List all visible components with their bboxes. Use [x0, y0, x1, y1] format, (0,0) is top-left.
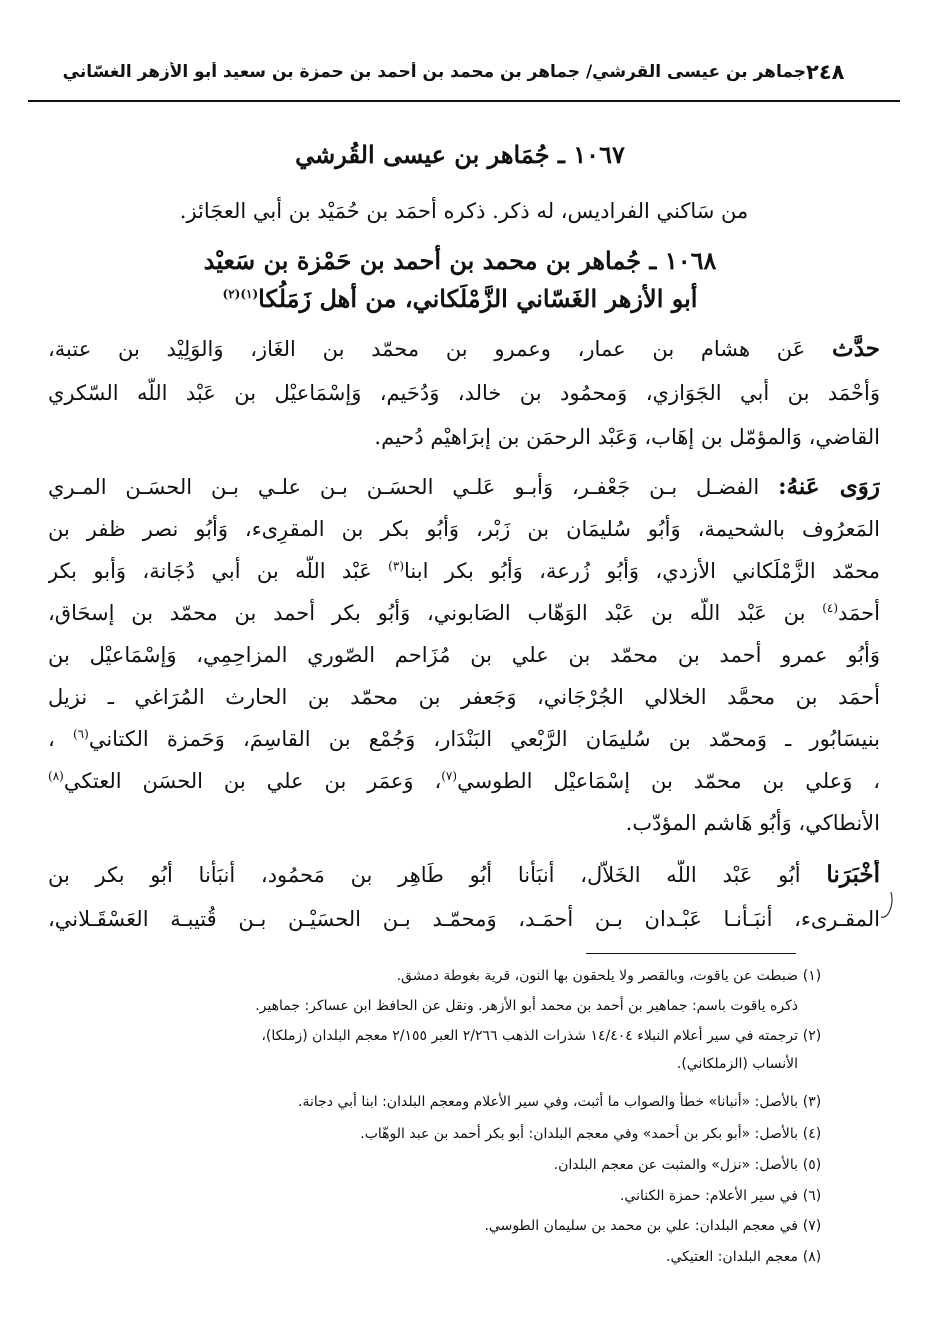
entry-title-1068-line2	[60, 284, 860, 313]
entry-title-1068-line1: ١٠٦٨ ـ جُماهر بن محمد بن أحمد بن حَمْزة بن سَعيْد	[203, 246, 717, 275]
akhbarana-line-1	[48, 860, 880, 890]
rawa-line-5: وَأبُو عمرو أحمد بن محمّد بن علي بن مُزَاحم الصّوري المزاحِمِي، وَإسْمَاعيْل بن	[48, 643, 880, 667]
rawa-line-4-part-b: بن عَبْد اللّه بن عَبْد الوَهّاب الصَابوني، وَأبُو بكر أحمد بن محمّد بن إسحَاق،	[48, 601, 806, 625]
note-ref-7: (٧)	[441, 769, 458, 783]
haddath-lead: حدَّث	[832, 335, 880, 362]
entry-1067-text: من سَاكني الفراديس، له ذكر. ذكره أحمَد بن حُمَيْد بن أبي العجَائز.	[179, 199, 749, 223]
title-footnote-refs: (١)(٢)	[222, 287, 259, 301]
akhbarana-lead: أَخْبَرَنا	[826, 861, 880, 888]
footnote-6-line-1: في سير الأعلام: حمزة الكناني.	[619, 1188, 798, 1204]
footnote-num-8: (٨)	[802, 1249, 822, 1265]
footnote-num-6: (٦)	[802, 1188, 822, 1204]
rawa-line-7	[48, 724, 880, 754]
running-title: جماهر بن عيسى القرشي/ جماهر بن محمد بن أحمد بن حمزة بن سعيد أبو الأزهر الغسّاني	[62, 62, 806, 82]
haddath-line-1-text: عَن هشام بن عمار، وعمرو بن محمّد بن الغَاز، وَالوَلِيْد بن عتبة،	[48, 337, 806, 361]
footnote-7-line-1: في معجم البلدان: علي بن محمد بن سليمان الطوسي.	[484, 1218, 798, 1234]
rawa-line-2: المَعرُوف بالشحيمة، وَأبُو سُليمَان بن زَبْر، وَأبُو بكر بن المقرِىء، وَأبُو نصر ظفر بن	[48, 517, 880, 541]
akhbarana-line-2: المقـرىء، أنبَـأنـا عَبْـدان بـن أحمَـد، وَمحمّـد بـن الحسَيْـن بـن قُتيبـة العَسْقَـلاني،	[48, 907, 880, 931]
rawa-line-1-text: الفضـل بـن جَعْفـر، وَأبـو عَلـي الحسَـن بـن علـي بـن الحسَـن المـري	[48, 475, 760, 499]
footnote-rule	[586, 953, 796, 954]
rawa-line-3	[48, 556, 880, 586]
footnote-num-5: (٥)	[802, 1157, 822, 1173]
note-ref-8: (٨)	[48, 769, 64, 783]
footnote-1-line-1: ضبطت عن ياقوت، وبالقصر ولا يلحقون بها النون، قرية بغوطة دمشق.	[396, 968, 798, 984]
page-number: ٢٤٨	[806, 60, 845, 84]
rawa-line-7-text: بنيسَابُور ـ وَمحمّد بن سُليمَان الرَّبْعي البَنْدَار، وَجُمْع بن القاسِمَ، وَحَمزة الكتاني	[88, 727, 880, 751]
footnote-8-line-1: معجم البلدان: العتيكي.	[666, 1249, 798, 1265]
haddath-line-2: وَأحْمَد بن أبي الجَوَازي، وَمحمُود بن خالد، وَدُحَيم، وَإسْمَاعيْل بن عَبْد اللّه السّكري	[48, 381, 880, 405]
rawa-line-1	[48, 472, 880, 502]
footnote-2-line-2: الأنساب (الزملكاني).	[676, 1056, 798, 1072]
header-rule	[28, 100, 900, 102]
footnote-5-line-1: بالأصل: «نزل» والمثبت عن معجم البلدان.	[553, 1157, 798, 1173]
rawa-line-8	[48, 766, 880, 796]
margin-pen-mark	[877, 890, 897, 920]
footnote-3-line-1: بالأصل: «أنبانا» خطأ والصواب ما أثبت، وفي سير الأعلام ومعجم البلدان: ابنا أبي دجانة.	[298, 1094, 798, 1110]
rawa-line-8-part-b: ، وَعمَر بن علي بن الحسَن العتكي	[63, 769, 442, 793]
footnote-1-line-2: ذكره ياقوت باسم: جماهير بن أحمد بن محمد أبو الأزهر. ونقل عن الحافظ ابن عساكر: جماهير.	[255, 998, 798, 1014]
footnote-num-4: (٤)	[802, 1126, 822, 1142]
entry-title-1067: ١٠٦٧ ـ جُمَاهر بن عيسى القُرشي	[295, 140, 625, 169]
entry-title-1068-line2-text: أبو الأزهر الغَسّاني الزَّمْلَكاني، من أهل زَمَلُكا	[258, 284, 698, 313]
rawa-line-8-part-a: ، وَعلي بن محمّد بن إسْمَاعيْل الطوسي	[457, 769, 880, 793]
note-ref-3: (٣)	[388, 559, 404, 573]
rawa-line-7-end: ،	[48, 727, 55, 751]
footnote-num-1: (١)	[802, 968, 822, 984]
akhbarana-line-1-text: أبُو عَبْد اللّه الخَلاّل، أنبَأنا أبُو طَاهِر بن مَحمُود، أنبَأنا أبُو بكر بن	[48, 863, 801, 887]
rawa-line-4	[48, 598, 880, 628]
rawa-line-6: أحمَد بن محمَّد الخلالي الجُرْجَاني، وَجَعفر بن محمّد بن الحارث المُرَاغي ـ نزيل	[48, 685, 880, 709]
note-ref-4: (٤)	[822, 601, 839, 615]
rawa-line-3-part-a: محمّد الزَّمْلَكاني الأزدي، وَأبُو زُرعة، وَأبُو بكر ابنا	[404, 559, 880, 583]
note-ref-6: (٦)	[72, 727, 89, 741]
haddath-line-3: القاضي، وَالمؤمّل بن إهَاب، وَعَبْد الرحمَن بن إبرَاهيْم دُحيم.	[374, 425, 880, 449]
footnote-num-7: (٧)	[802, 1218, 822, 1234]
rawa-line-3-part-b: عَبْد اللّه بن أبي دُجَانة، وَأبو بكر	[48, 559, 372, 583]
footnote-4-line-1: بالأصل: «أبو بكر بن أحمد» وفي معجم البلدان: أبو بكر أحمد بن عبد الوهّاب.	[360, 1126, 798, 1142]
rawa-line-4-part-a: أحمَد	[838, 601, 880, 625]
footnote-num-2: (٢)	[802, 1028, 822, 1044]
rawa-line-9: الأنطاكي، وَأبُو هَاشم المؤدّب.	[625, 811, 880, 835]
rawa-lead: رَوَى عَنهُ:	[778, 473, 880, 500]
footnote-2-line-1: ترجمته في سير أعلام النبلاء ١٤/٤٠٤ شذرات الذهب ٢/٢٦٦ العبر ٢/١٥٥ معجم البلدان (زملكا)،	[261, 1028, 798, 1044]
footnote-num-3: (٣)	[802, 1094, 822, 1110]
haddath-line-1	[48, 334, 880, 364]
